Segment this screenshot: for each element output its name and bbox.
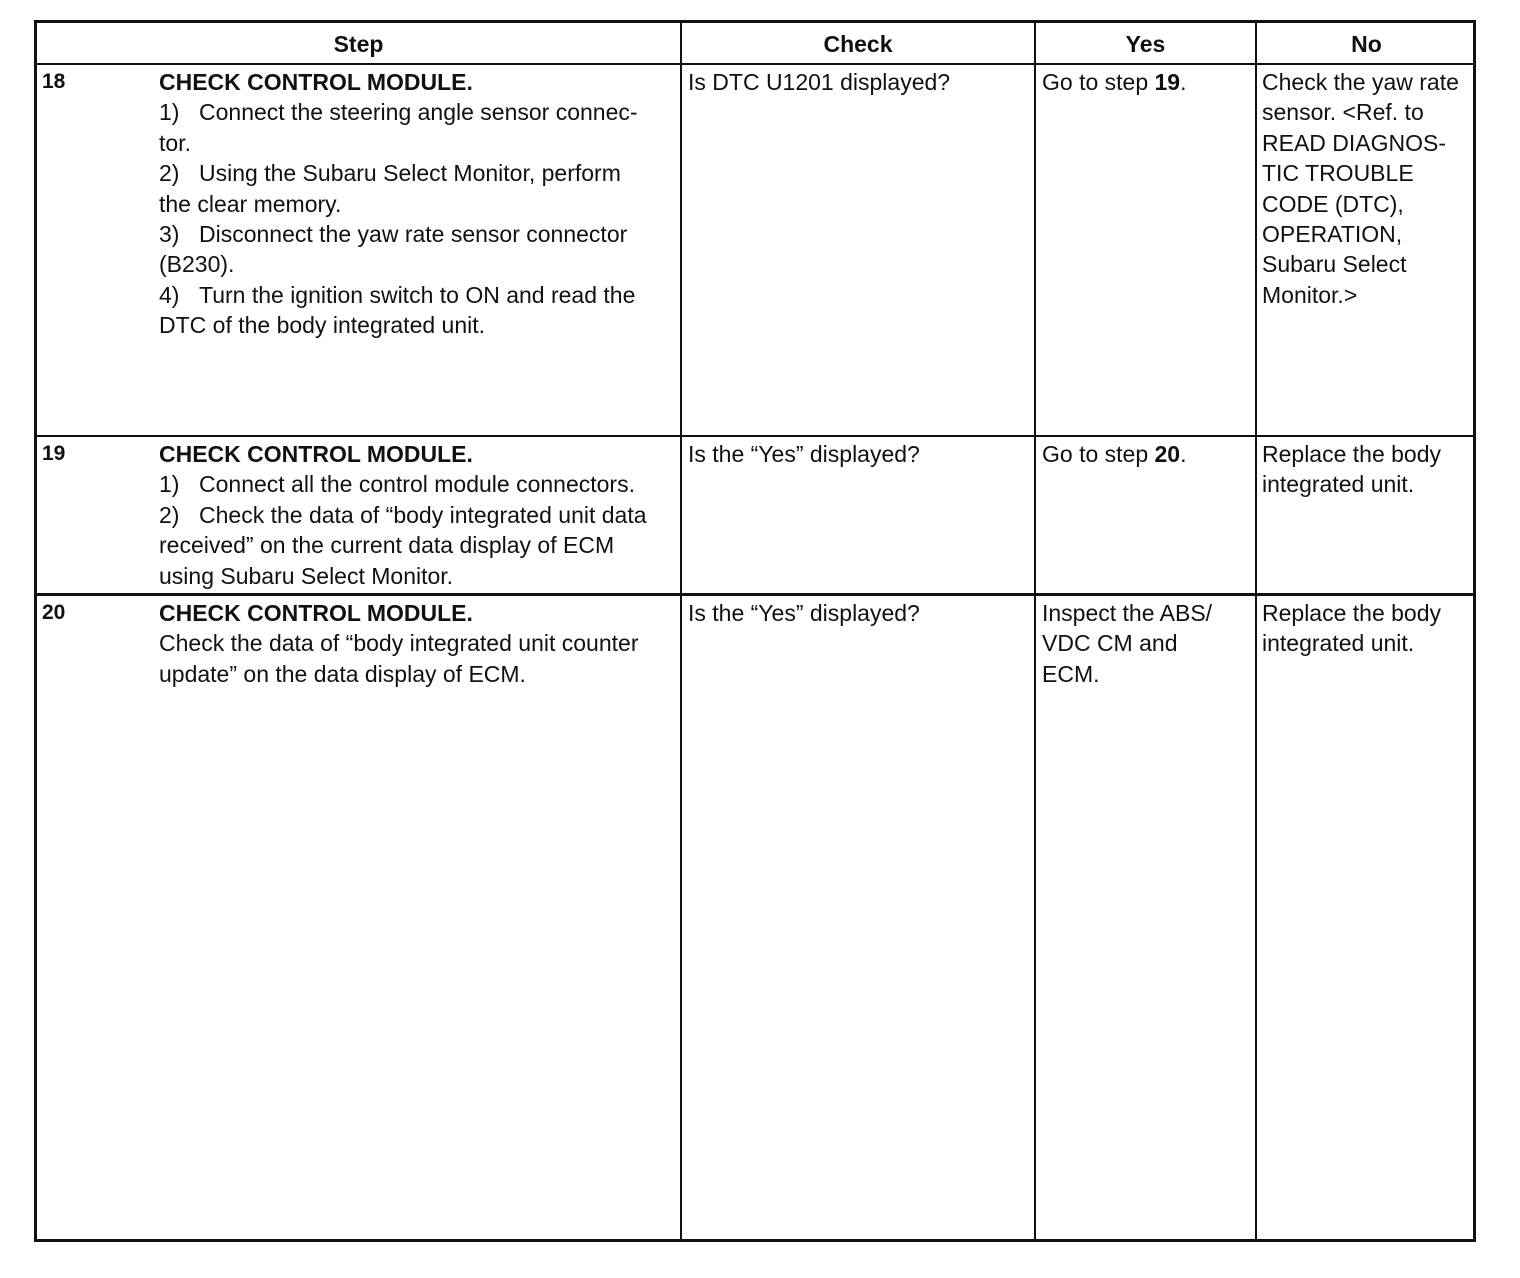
step-number: 20 (42, 601, 66, 624)
step-line: Check the data of “body integrated unit counter (159, 630, 639, 657)
column-divider (1034, 23, 1036, 1239)
no-cell: Replace the body integrated unit. (1262, 600, 1442, 657)
yes-cell: Go to step 20. (1042, 441, 1187, 467)
step-title: CHECK CONTROL MODULE. (159, 600, 473, 626)
yes-cell: Inspect the ABS/ VDC CM and ECM. (1042, 600, 1213, 687)
no-cell: Replace the body integrated unit. (1262, 441, 1442, 498)
step-line: 4) Turn the ignition switch to ON and read the (159, 281, 636, 308)
row-divider (37, 593, 1473, 596)
column-divider (1255, 23, 1257, 1239)
header-check: Check (823, 30, 893, 57)
step-line: 2) Check the data of “body integrated unit data (159, 501, 647, 528)
step-line: DTC of the body integrated unit. (159, 312, 486, 339)
step-line: using Subaru Select Monitor. (159, 562, 454, 589)
step-number: 19 (42, 442, 66, 465)
check-cell: Is the “Yes” displayed? (688, 441, 920, 467)
step-line: received” on the current data display of ECM (159, 532, 615, 559)
step-line: 1) Connect all the control module connectors. (159, 471, 635, 498)
step-title: CHECK CONTROL MODULE. (159, 69, 473, 95)
row-divider (37, 435, 1473, 437)
step-description (159, 67, 677, 341)
step-line: the clear memory. (159, 190, 342, 217)
step-description (159, 439, 677, 591)
step-line: 2) Using the Subaru Select Monitor, perform (159, 160, 621, 187)
header-yes: Yes (1125, 30, 1166, 57)
step-line: 1) Connect the steering angle sensor connec- (159, 99, 638, 126)
yes-cell: Go to step 19. (1042, 69, 1187, 95)
check-cell: Is the “Yes” displayed? (688, 600, 920, 626)
diagnostic-table (34, 20, 1476, 1242)
step-line: tor. (159, 129, 191, 156)
step-line: update” on the data display of ECM. (159, 660, 526, 687)
step-number: 18 (42, 70, 66, 93)
no-cell: Check the yaw rate sensor. <Ref. to READ DIAGNOS- TIC TROUBLE CODE (DTC), OPERATION, Subaru Select Monitor.> (1262, 69, 1459, 308)
check-cell: Is DTC U1201 displayed? (688, 69, 951, 95)
step-description (159, 598, 677, 689)
header-no: No (1351, 30, 1382, 57)
column-divider (680, 23, 682, 1239)
step-line: 3) Disconnect the yaw rate sensor connector (159, 221, 628, 248)
header-step: Step (333, 30, 384, 57)
step-title: CHECK CONTROL MODULE. (159, 441, 473, 467)
step-line: (B230). (159, 251, 235, 278)
